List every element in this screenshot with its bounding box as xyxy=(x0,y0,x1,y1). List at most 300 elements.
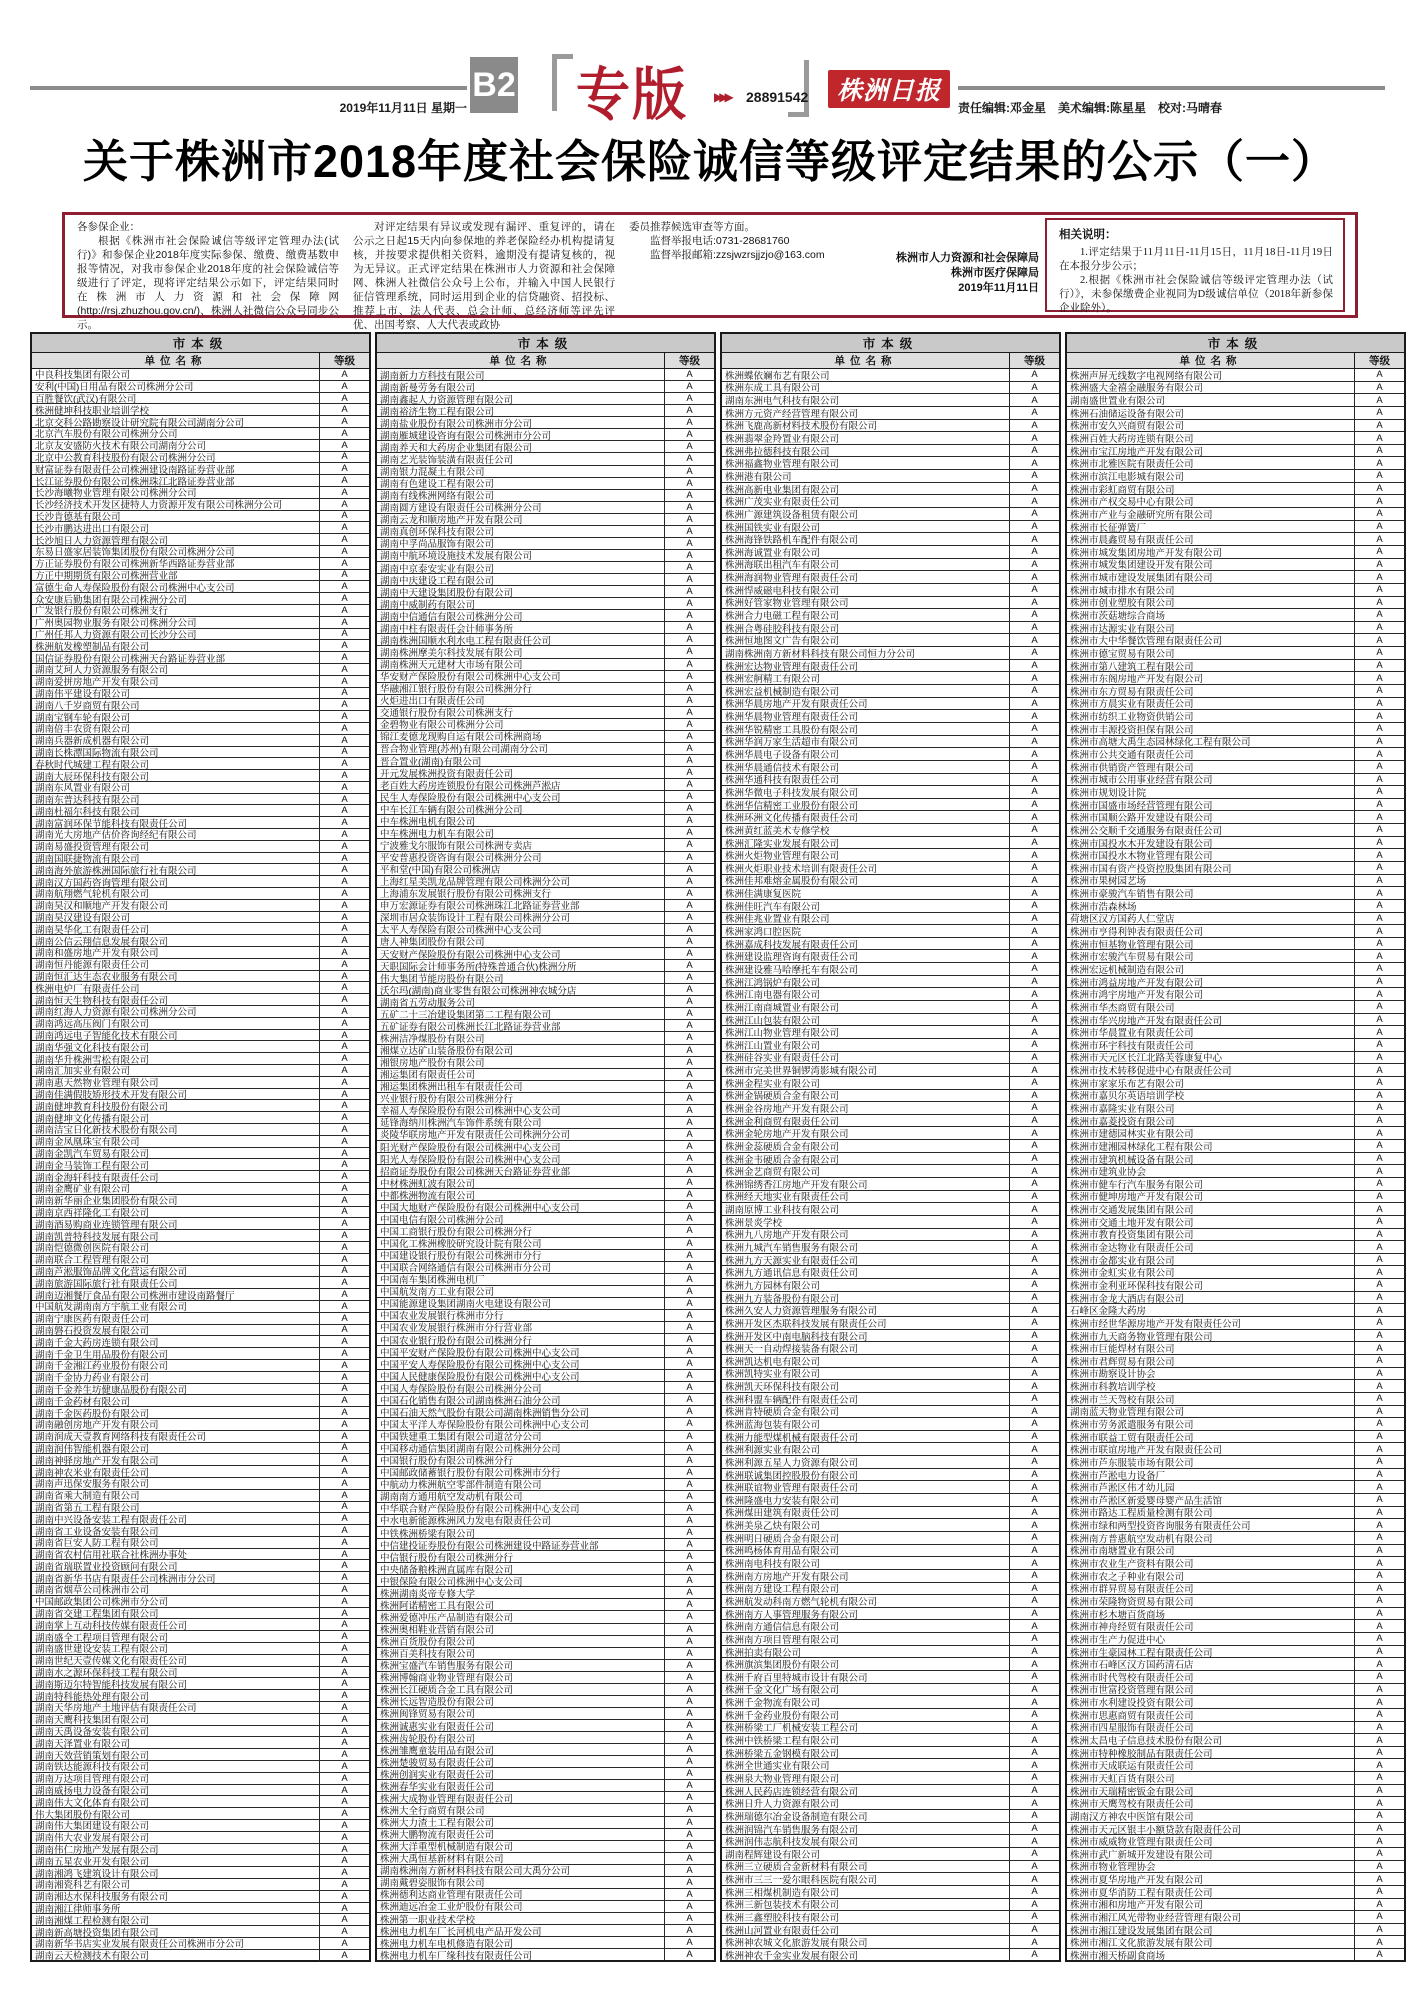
table-row xyxy=(722,1368,1059,1381)
grade-value: A xyxy=(341,805,348,817)
grade-value: A xyxy=(1031,761,1038,773)
table-row xyxy=(377,1105,714,1117)
grade-value: A xyxy=(1031,1317,1038,1329)
grade-value: A xyxy=(1031,381,1038,393)
table-row xyxy=(1067,1696,1404,1709)
grade-value: A xyxy=(1376,1001,1383,1013)
company-name: 株洲市东阁房地产开发有限公司 xyxy=(1067,672,1355,684)
table-row xyxy=(377,1201,714,1213)
grade-value: A xyxy=(1376,976,1383,988)
company-name: 株洲宏达物业管理有限责任公司 xyxy=(722,660,1010,672)
company-name: 株洲千金药业股份有限公司 xyxy=(722,1709,1010,1721)
company-name: 金碧物业有限公司株洲分公司 xyxy=(377,719,665,730)
grade-value: A xyxy=(1031,1822,1038,1834)
grade-value: A xyxy=(1031,483,1038,495)
grade-value: A xyxy=(686,863,693,875)
table-row xyxy=(377,1563,714,1575)
grade-value: A xyxy=(1031,938,1038,950)
table-row xyxy=(722,1266,1059,1279)
company-name: 株洲市兰天驾校有限公司 xyxy=(1067,1393,1355,1405)
company-name: 株洲市三三一爱尔眼科医院有限公司 xyxy=(722,1873,1010,1885)
table-row xyxy=(377,924,714,936)
company-name: 株洲博翰商业物业管理有限公司 xyxy=(377,1672,665,1683)
grade-value: A xyxy=(1376,1064,1383,1076)
table-row xyxy=(1067,811,1404,824)
table-row xyxy=(722,1709,1059,1722)
grade-value: A xyxy=(686,465,693,477)
table-row xyxy=(32,1053,369,1065)
table-row xyxy=(32,1608,369,1620)
company-name: 株洲全世通实业有限公司 xyxy=(722,1759,1010,1771)
grade-value: A xyxy=(341,1477,348,1489)
company-name: 湖南圆方建设有限责任公司株洲分公司 xyxy=(377,502,665,513)
company-name: 株洲宝盛汽车销售服务有限公司 xyxy=(377,1660,665,1671)
table-row xyxy=(377,1937,714,1949)
grade-value: A xyxy=(1031,912,1038,924)
table-row xyxy=(32,994,369,1006)
company-name: 株洲市建德园林实业有限公司 xyxy=(1067,1127,1355,1139)
grade-value: A xyxy=(1376,1165,1383,1177)
table-row xyxy=(722,1127,1059,1140)
company-name: 株洲百美科技有限公司 xyxy=(377,1648,665,1659)
grade-value: A xyxy=(341,475,348,486)
company-name: 株洲百姓大药房连锁有限公司 xyxy=(1067,432,1355,444)
table-row xyxy=(32,1655,369,1667)
table-row xyxy=(377,1792,714,1804)
company-name: 湖南株洲天元建材大市场有限公司 xyxy=(377,659,665,670)
table-row xyxy=(32,1030,369,1042)
company-name: 株洲合力电磁工程有限公司 xyxy=(722,609,1010,621)
grade-value: A xyxy=(1376,1330,1383,1341)
company-name: 株洲齿轮股份有限公司 xyxy=(377,1732,665,1743)
grade-value: A xyxy=(1376,1658,1383,1670)
company-name: 株洲煤田建筑有限责任公司 xyxy=(722,1507,1010,1519)
company-name: 阳光人寿保险股份有限公司株洲中心支公司 xyxy=(377,1153,665,1164)
grade-value: A xyxy=(341,1902,348,1914)
company-name: 湖南金马装饰工程有限公司 xyxy=(32,1159,320,1170)
table-row xyxy=(1067,862,1404,875)
grade-value: A xyxy=(1376,1405,1383,1417)
company-name: 中国南车集团株洲电机厂 xyxy=(377,1274,665,1285)
table-row xyxy=(377,1575,714,1587)
grade-value: A xyxy=(686,574,693,586)
grade-value: A xyxy=(1376,710,1383,722)
company-name: 湖南航翔燃气轮机有限公司 xyxy=(32,888,320,899)
grade-value: A xyxy=(1031,1582,1038,1594)
company-name: 株洲大洋重型机械制造有限公司 xyxy=(377,1841,665,1852)
table-row xyxy=(32,1313,369,1325)
company-name: 长沙肯德基有限公司 xyxy=(32,511,320,522)
table-row xyxy=(32,452,369,464)
grade-value: A xyxy=(341,663,348,675)
table-row xyxy=(377,743,714,755)
company-name: 湖南伟大集团建设有限公司 xyxy=(32,1820,320,1831)
table-row xyxy=(32,1254,369,1266)
table-row xyxy=(722,1671,1059,1684)
intro-column-2 xyxy=(347,215,623,331)
grade-value: A xyxy=(686,1720,693,1732)
table-row xyxy=(722,1595,1059,1608)
grade-value: A xyxy=(341,1336,348,1348)
grade-value: A xyxy=(1376,1683,1383,1695)
company-name: 株洲大力渣土工程有限公司 xyxy=(377,1817,665,1828)
company-name: 湖南爱拼房地产开发有限公司 xyxy=(32,676,320,687)
intro-salutation: 各参保企业： xyxy=(77,221,140,233)
grade-value: A xyxy=(686,1864,693,1876)
table-row xyxy=(722,1899,1059,1912)
grade-value: A xyxy=(686,1792,693,1804)
company-name: 株洲市勘察设计协会 xyxy=(1067,1368,1355,1380)
grade-value: A xyxy=(341,569,348,581)
company-name: 株洲市滨江电影城有限公司 xyxy=(1067,470,1355,482)
grade-value: A xyxy=(686,1273,693,1285)
grade-value: A xyxy=(341,404,348,416)
table-row xyxy=(1067,1052,1404,1065)
table-row xyxy=(722,837,1059,850)
intro-paragraph-1: 根据《株洲市社会保险诚信等级评定管理办法(试行)》和参保企业2018年度实际参保、缴费、缴费基数申报等情况，对我市参保企业2018年度的社会保险诚信等级进行了评定，现将评定结果公示如下，评定结果同时在株洲市人力资源和社会保障网(http://rsj.zhuzhou.gov.cn/)、株洲人社微信公众号同步公示。 xyxy=(77,235,339,331)
table-row xyxy=(32,1867,369,1879)
grade-value: A xyxy=(686,1177,693,1189)
company-name: 湖南金海轩科技有限责任公司 xyxy=(32,1171,320,1182)
grade-value: A xyxy=(341,1418,348,1430)
company-name: 湖南宝钢车轮有限公司 xyxy=(32,711,320,722)
grade-value: A xyxy=(341,427,348,439)
table-row xyxy=(722,1191,1059,1204)
company-name: 株洲千金文化广场有限公司 xyxy=(722,1684,1010,1696)
company-name: 株洲开发区中南电脑科技有限公司 xyxy=(722,1330,1010,1342)
grade-value: A xyxy=(1376,1241,1383,1253)
company-name: 湖南省巨安人防工程有限公司 xyxy=(32,1537,320,1548)
table-row xyxy=(377,490,714,502)
grade-value: A xyxy=(341,699,348,711)
page-title: 关于株洲市2018年度社会保险诚信等级评定结果的公示（一） xyxy=(82,136,1338,187)
company-name: 中良科技集团有限公司 xyxy=(32,369,320,380)
table-row xyxy=(32,699,369,711)
company-name: 湖南神农米业有限责任公司 xyxy=(32,1466,320,1477)
grade-value: A xyxy=(1376,1570,1383,1582)
grade-value: A xyxy=(341,1595,348,1607)
table-row xyxy=(32,393,369,405)
grade-value: A xyxy=(341,687,348,699)
table-row xyxy=(1067,647,1404,660)
company-name: 株洲火炬职业技术培训有限责任公司 xyxy=(722,862,1010,874)
table-row xyxy=(32,1808,369,1820)
table-row xyxy=(722,1014,1059,1027)
grade-value: A xyxy=(1031,1330,1038,1341)
table-row xyxy=(722,1178,1059,1191)
grade-value: A xyxy=(1031,1367,1038,1379)
company-name: 湖南京西祥隆化工有限公司 xyxy=(32,1207,320,1218)
grade-value: A xyxy=(1031,1557,1038,1569)
table-row xyxy=(722,1545,1059,1558)
company-name: 株洲金锅硬质合金有限公司 xyxy=(722,1090,1010,1102)
company-name: 中国邮政集团公司株洲市分公司 xyxy=(32,1596,320,1607)
company-name: 长江证券股份有限公司株洲珠江北路证券营业部 xyxy=(32,475,320,486)
grade-value: A xyxy=(1376,634,1383,646)
company-name: 湖南千金协力药业有限公司 xyxy=(32,1372,320,1383)
grade-value: A xyxy=(1376,521,1383,532)
grade-value: A xyxy=(1031,1380,1038,1392)
table-row xyxy=(377,634,714,646)
table-row xyxy=(1067,407,1404,420)
grade-value: A xyxy=(1031,1342,1038,1354)
grade-value: A xyxy=(1031,369,1038,381)
table-row xyxy=(377,1213,714,1225)
company-name: 株洲黄红蓝美术专修学校 xyxy=(722,824,1010,836)
company-name: 株洲力能型煤机械有限责任公司 xyxy=(722,1431,1010,1443)
company-name: 中国石化销售有限公司湖南株洲石油分公司 xyxy=(377,1394,665,1405)
company-name: 天职国际会计师事务所(特殊普通合伙)株洲分所 xyxy=(377,960,665,971)
grade-value: A xyxy=(1376,1873,1383,1885)
grade-value: A xyxy=(1031,1190,1038,1202)
company-name: 株洲市天鹰驾校有限责任公司 xyxy=(1067,1797,1355,1809)
grade-value: A xyxy=(1376,1519,1383,1531)
grade-value: A xyxy=(341,994,348,1006)
grade-value: A xyxy=(341,1737,348,1749)
company-name: 株洲华晨电子设备有限公司 xyxy=(722,748,1010,760)
company-name: 株洲湖南炎帝专修大学 xyxy=(377,1587,665,1598)
table-row xyxy=(377,1768,714,1780)
grade-value: A xyxy=(686,1478,693,1490)
company-name: 阳光财产保险股份有限公司株洲中心支公司 xyxy=(377,1141,665,1152)
company-name: 株洲海锋铁路机车配件有限公司 xyxy=(722,533,1010,545)
table-row xyxy=(377,598,714,610)
table-row xyxy=(377,827,714,839)
company-name: 株洲市东方贸易有限责任公司 xyxy=(1067,685,1355,697)
company-name: 民生人寿保险股份有限公司株洲中心支公司 xyxy=(377,791,665,802)
grade-value: A xyxy=(686,429,693,441)
table-row xyxy=(32,1714,369,1726)
company-name: 株洲九方园林有限公司 xyxy=(722,1279,1010,1291)
grade-value: A xyxy=(1031,1797,1038,1809)
company-name: 株洲太昌电子信息技术股份有限公司 xyxy=(1067,1734,1355,1746)
grade-value: A xyxy=(1031,1266,1038,1278)
company-name: 株洲公交顺千交通服务有限责任公司 xyxy=(1067,824,1355,836)
company-name: 中国太平洋人寿保险股份有限公司株洲中心支公司 xyxy=(377,1418,665,1429)
table-row xyxy=(1067,799,1404,812)
page-number-badge: B2 xyxy=(470,57,518,113)
grade-value: A xyxy=(1376,1026,1383,1038)
company-name: 湖南融创房地产开发有限公司 xyxy=(32,1419,320,1430)
company-name: 湖南天鹰科技集团有限公司 xyxy=(32,1714,320,1725)
table-row xyxy=(377,1611,714,1623)
table-row xyxy=(377,671,714,683)
table-row xyxy=(1067,470,1404,483)
grade-value: A xyxy=(1376,1646,1383,1658)
grade-value: A xyxy=(1376,1355,1383,1367)
table-row xyxy=(722,849,1059,862)
table-row xyxy=(377,1684,714,1696)
table-row xyxy=(722,698,1059,711)
table-row xyxy=(377,1624,714,1636)
grade-value: A xyxy=(341,852,348,864)
company-name: 株洲市夏华房地产开发有限公司 xyxy=(1067,1873,1355,1885)
table-row xyxy=(377,646,714,658)
company-name: 湖南鸿远高压阀门有限公司 xyxy=(32,1018,320,1029)
grade-value: A xyxy=(1031,862,1038,874)
company-name: 株洲市天元区银丰小额贷款有限责任公司 xyxy=(1067,1823,1355,1835)
company-name: 株洲南方项目管理有限公司 xyxy=(722,1633,1010,1645)
company-name: 湖南佳满假肢矫形技术开发有限公司 xyxy=(32,1089,320,1100)
company-name: 火炬进出口有限责任公司 xyxy=(377,695,665,706)
company-name: 株洲凯天环保科技有限公司 xyxy=(722,1380,1010,1392)
company-name: 湖南盛世置业有限公司 xyxy=(1067,394,1355,406)
table-row xyxy=(1067,369,1404,382)
grade-value: A xyxy=(686,1732,693,1744)
company-name: 株洲市华兴房地产开发有限责任公司 xyxy=(1067,1014,1355,1026)
table-row xyxy=(722,1090,1059,1103)
grade-value: A xyxy=(1376,533,1383,545)
table-row xyxy=(722,1873,1059,1886)
company-name: 湖南旅游国际旅行社有限责任公司 xyxy=(32,1277,320,1288)
table-row xyxy=(32,923,369,935)
grade-value: A xyxy=(1376,1532,1383,1544)
table-row xyxy=(377,381,714,393)
grade-value: A xyxy=(686,827,693,839)
grade-value: A xyxy=(341,1430,348,1442)
company-name: 株洲市芦淞电力设备厂 xyxy=(1067,1469,1355,1481)
table-row xyxy=(1067,1507,1404,1520)
table-row xyxy=(377,1238,714,1250)
table-row xyxy=(722,1759,1059,1772)
grade-value: A xyxy=(1031,647,1038,659)
table-row xyxy=(377,1889,714,1901)
company-name: 株洲隆盛电力安装有限公司 xyxy=(722,1494,1010,1506)
table-row xyxy=(722,1380,1059,1393)
company-name: 湖南水之源环保科技工程有限公司 xyxy=(32,1667,320,1678)
grade-value: A xyxy=(1376,584,1383,596)
grade-value: A xyxy=(341,1265,348,1277)
table-row xyxy=(1067,1684,1404,1697)
grade-value: A xyxy=(341,1218,348,1230)
table-row xyxy=(377,1032,714,1044)
company-name: 湖南省五劳动服务公司 xyxy=(377,996,665,1007)
table-row xyxy=(722,432,1059,445)
grade-value: A xyxy=(686,1563,693,1575)
company-name: 株洲华润万家生活超市有限公司 xyxy=(722,736,1010,748)
grade-value: A xyxy=(686,477,693,489)
table-row xyxy=(722,1052,1059,1065)
company-name: 株洲洁净煤股份有限公司 xyxy=(377,1032,665,1043)
company-name: 株洲市农业生产资料有限公司 xyxy=(1067,1557,1355,1569)
company-name: 株洲爱德冲压产品制造有限公司 xyxy=(377,1611,665,1622)
grade-value: A xyxy=(1031,584,1038,596)
grade-value: A xyxy=(1376,432,1383,444)
table-row xyxy=(32,947,369,959)
grade-value: A xyxy=(1376,988,1383,1000)
table-row xyxy=(32,1502,369,1514)
grade-value: A xyxy=(1376,1734,1383,1746)
company-name: 湖南东洲电气科技有限公司 xyxy=(722,394,1010,406)
grade-value: A xyxy=(341,840,348,852)
table-row xyxy=(1067,1734,1404,1747)
grade-value: A xyxy=(686,1032,693,1044)
table-row xyxy=(32,1584,369,1596)
grade-value: A xyxy=(341,970,348,982)
table-row xyxy=(377,441,714,453)
company-name: 深圳市居众装饰设计工程有限公司株洲分公司 xyxy=(377,912,665,923)
grade-value: A xyxy=(1376,1115,1383,1127)
table-row xyxy=(1067,483,1404,496)
grade-value: A xyxy=(686,1104,693,1116)
grade-value: A xyxy=(1031,1178,1038,1190)
company-name: 湖南洁宝日化新技术股份有限公司 xyxy=(32,1124,320,1135)
company-name: 株洲市供销资产管理有限公司 xyxy=(1067,761,1355,773)
table-row xyxy=(377,1370,714,1382)
grade-value: A xyxy=(1376,748,1383,760)
company-name: 株洲市安久兴商贸有限公司 xyxy=(1067,420,1355,432)
table-row xyxy=(32,770,369,782)
grade-value: A xyxy=(686,1744,693,1756)
grade-value: A xyxy=(341,1383,348,1395)
table-column-header xyxy=(377,353,714,369)
table-row xyxy=(722,597,1059,610)
company-name: 株洲航发动科南方燃气轮机有限公司 xyxy=(722,1595,1010,1607)
company-name: 湖南润成天壹教育网络科技有限责任公司 xyxy=(32,1431,320,1442)
table-row xyxy=(32,1207,369,1219)
company-name: 湖南新华书店实业发展有限责任公司株洲市分公司 xyxy=(32,1938,320,1949)
table-row xyxy=(722,1646,1059,1659)
table-row xyxy=(32,841,369,853)
table-row xyxy=(32,805,369,817)
table-row xyxy=(377,1829,714,1841)
table-row xyxy=(722,1229,1059,1242)
table-row xyxy=(32,1631,369,1643)
company-name: 中国联合网络通信有限公司株洲市分公司 xyxy=(377,1262,665,1273)
table-row xyxy=(32,1879,369,1891)
grade-value: A xyxy=(341,1631,348,1643)
grade-value: A xyxy=(1376,483,1383,495)
grade-value: A xyxy=(1031,1443,1038,1455)
table-row xyxy=(32,982,369,994)
table-row xyxy=(377,659,714,671)
table-row xyxy=(377,1225,714,1237)
grade-value: A xyxy=(686,393,693,405)
company-name: 招商证券股份有限公司株洲天台路证券营业部 xyxy=(377,1165,665,1176)
company-name: 株洲华晨物业管理有限责任公司 xyxy=(722,710,1010,722)
grade-value: A xyxy=(341,1017,348,1029)
grade-value: A xyxy=(686,1165,693,1177)
table-row xyxy=(377,731,714,743)
table-row xyxy=(32,1513,369,1525)
table-row xyxy=(1067,634,1404,647)
grade-value: A xyxy=(341,416,348,427)
table-row xyxy=(377,586,714,598)
company-name: 老百姓大药房连锁股份有限公司株洲芦淞店 xyxy=(377,779,665,790)
table-row xyxy=(377,1636,714,1648)
table-row xyxy=(377,574,714,586)
grade-value: A xyxy=(341,1867,348,1878)
grade-value: A xyxy=(686,875,693,887)
table-row xyxy=(32,369,369,381)
table-row xyxy=(32,1737,369,1749)
company-name: 株洲市北雅医院有限责任公司 xyxy=(1067,457,1355,469)
grade-value: A xyxy=(686,1852,693,1864)
grade-value: A xyxy=(1031,1810,1038,1822)
company-name: 株洲德利达商业管理有限责任公司 xyxy=(377,1889,665,1900)
company-name: 中国农业银行股份有限公司株洲分行 xyxy=(377,1334,665,1345)
grade-value: A xyxy=(1031,748,1038,760)
grade-value: A xyxy=(686,489,693,501)
table-row xyxy=(722,786,1059,799)
company-name: 中国航发湖南南方宇航工业有限公司 xyxy=(32,1301,320,1312)
company-name: 株洲市思惠商贸有限责任公司 xyxy=(1067,1709,1355,1721)
table-row xyxy=(32,1183,369,1195)
grade-value: A xyxy=(1031,1481,1038,1493)
grade-value: A xyxy=(686,984,693,996)
table-row xyxy=(32,1124,369,1136)
company-name: 湖南国联捷物流有限公司 xyxy=(32,853,320,864)
